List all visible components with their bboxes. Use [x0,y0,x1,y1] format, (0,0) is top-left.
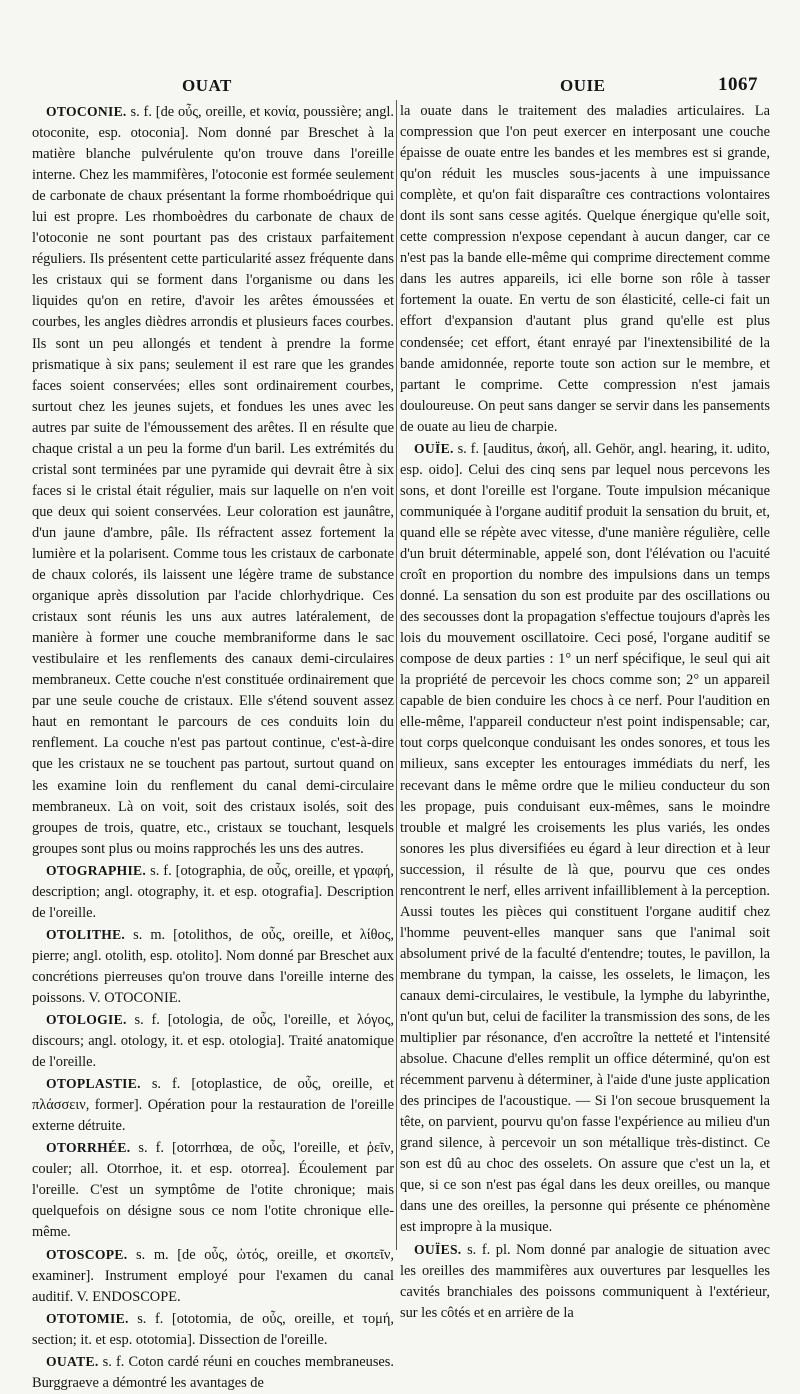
entry-otoconie [32,101,394,860]
headword: OUÏES. [414,1241,462,1257]
headword: OTORRHÉE. [46,1140,131,1156]
entry-body: s. m. [otolithos, de οὖς, oreille, et λίθος, pierre; angl. otolith, esp. otolito]. Nom donné par Breschet aux concrétions pierreuses qu'on trouve dans l'oreille interne des poissons. V. OTOCONIE. [32,926,394,1006]
headword: OTOLITHE. [46,926,126,942]
headword: OTOTOMIE. [46,1310,129,1326]
left-column [32,101,394,1391]
entry-ouie [400,438,770,1239]
entry-ouate [32,1351,394,1394]
headword: OTOGRAPHIE. [46,862,147,878]
entry-body: s. f. [de οὖς, oreille, et κονία, poussière; angl. otoconite, esp. otoconia]. Nom donné par Breschet à la matière blanche pulvérulente qu'on trouve dans l'oreille interne. Chez les mammifères, l'otoconie est formée seulement de carbonate de chaux présentant la forme rhomboédrique qui lui est propre. Les rhomboèdres du carbonate de chaux de l'otoconie ne sont pourtant pas des cristaux parfaitement réguliers. Ils présentent cette particularité assez fréquente dans les cristaux qui se forment dans l'organisme ou dans les liquides qu'on en retire, d'avoir les arêtes émoussées et courbes, les angles dièdres arrondis et plusieurs faces courbes. Ils sont un peu allongés et tendent à prendre la forme prismatique à six pans; seulement il est rare que les grandes faces soient conservées; elles sont ordinairement courbes, surtout chez les jeunes sujets, et fondues les unes avec les autres par suite de l'émoussement des arêtes. Il en résulte que chaque cristal a un peu la forme d'un baril. Les extrémités du cristal sont terminées par une pyramide qui devrait être à six faces si le cristal était régulier, mais sur laquelle on n'en voit que deux qui soient conservées. Leur coloration est jaunâtre, d'un jaune d'ambre, pâle. Ils réfractent assez fortement la lumière et la polarisent. Comme tous les cristaux de carbonate de chaux colorés, ils laissent une légère trame de substance organique après dissolution par l'acide chlorhydrique. Ces cristaux sont réunis les uns aux autres latéralement, de manière à former une couche membraniforme dans le sac vestibulaire et les renflements des canaux demi-circulaires membraneux. Cette couche n'est constituée ordinairement que par une seule couche de cristaux. Elle s'étend souvent assez haut en remontant le parcours de ces conduits loin du renflement. La couche n'est pas partout continue, c'est-à-dire que les cristaux ne se touchent pas partout, surtout quand on les examine loin du renflement du canal demi-circulaire membraneux. Là on voit, soit des cristaux isolés, soit des groupes de trois, quatre, etc., cristaux se touchant, lesquels groupes sont plus ou moins rapprochés les uns des autres. [32,104,394,857]
entry-body: s. f. [otorrhœa, de οὖς, l'oreille, et ῥεῖν, couler; all. Otorrhoe, it. et esp. otorrea]. Écoulement par l'oreille. C'est un symptôme de l'otite chronique; mais quelquefois on désigne sous ce nom l'otite chronique elle-même. [32,1140,394,1241]
running-header [0,76,800,98]
entry-body: s. m. [de οὖς, ὠτός, oreille, et σκοπεῖν, examiner]. Instrument employé pour l'examen du canal auditif. V. ENDOSCOPE. [32,1246,394,1305]
right-column [400,101,770,1321]
header-left-word: OUAT [182,76,232,95]
entry-body: s. f. [otographia, de οὖς, oreille, et γραφή, description; angl. otography, it. et esp. otografia]. Description de l'oreille. [32,862,394,921]
entry-body: s. f. pl. Nom donné par analogie de situation avec les oreilles des mammifères aux ouvertures par lesquelles les cavités branchiales des poissons communiquent à l'extérieur, sur les côtés et en arrière de la [400,1241,770,1321]
headword: OTOSCOPE. [46,1246,128,1262]
entry-otoplastie [32,1073,394,1137]
entry-body: s. f. [auditus, ἀκοή, all. Gehör, angl. hearing, it. udito, esp. oido]. Celui des cinq sens par lequel nous percevons les sons, et dont l'oreille est l'organe. Toute impulsion mécanique communiquée à l'organe auditif produit la sensation du bruit, et, quand elle se répète avec vitesse, d'une manière régulière, celle d'un bruit déterminable, appelé son, dont l'élévation ou l'acuité croît en proportion du nombre des impulsions dans un temps donné. La sensation du son est produite par des oscillations ou des secousses dont la propagation s'effectue toujours d'après les lois du mouvement oscillatoire. Ceci posé, l'organe auditif se compose de deux parties : 1° un nerf spécifique, le seul qui ait la propriété de percevoir les chocs comme son; 2° un appareil capable de bien conduire les chocs à ce nerf. Pour l'audition en elle-même, l'appareil conducteur n'est point indispensable; car, tout corps quelconque conduisant les ondes sonores, et tous les milieux, sans excepter les entourages immédiats du nerf, les recevant dans le même ordre que le milieu conducteur du son les propage, puis conduisant eux-mêmes, sans le moindre trouble et malgré les croisements les plus variés, les ondes sonores les plus diversifiées eu égard à leur direction et à leur succession, il résulte de là que, pourvu que ces ondes rencontrent le nerf, elles arrivent infailliblement à la perception. Aussi toutes les pièces qui constituent l'organe auditif chez l'homme peuvent-elles manquer sans que l'animal soit absolument privé de la faculté d'entendre; toutes, le pavillon, la membrane du tympan, la caisse, les osselets, le limaçon, les canaux demi-circulaires, le vestibule, la lymphe du labyrinthe, n'ont qu'un but, celui de faciliter la transmission des sons, de les multiplier par résonance, d'en accroître la netteté et l'intensité absolue. Chacune d'elles remplit un office déterminé, qu'on est récemment parvenu à déterminer, à l'aide d'une juste application des principes de l'acoustique. — Si l'on secoue brusquement la tête, on parvient, pourvu qu'on fasse l'expérience au milieu d'un grand silence, à percevoir un son métallique très-distinct. Ce son est dû au choc des osselets. On assure que c'est un la, et que, si ce son n'est pas égal dans les deux oreilles, ou manque dans une des oreilles, la personne qui présente ce phénomène est impropre à la musique. [400,440,770,1236]
page-number: 1067 [718,74,758,95]
entry-body: s. f. [ototomia, de οὖς, oreille, et τομή, section; it. et esp. ototomia]. Dissection de l'oreille. [32,1310,394,1348]
entry-ototomie [32,1308,394,1351]
entry-ouate-continued [400,101,770,438]
entry-otoscope [32,1244,394,1308]
headword: OUÏE. [414,440,454,456]
entry-body: s. f. [otoplastice, de οὖς, oreille, et πλάσσειν, former]. Opération pour la restauration de l'oreille externe détruite. [32,1076,394,1135]
headword: OTOPLASTIE. [46,1076,141,1092]
headword: OTOCONIE. [46,104,127,119]
header-right-word: OUIE [560,76,606,95]
entry-body: s. f. Coton cardé réuni en couches membraneuses. Burggraeve a démontré les avantages de [32,1353,394,1391]
column-divider [396,100,397,1250]
entry-otolithe [32,924,394,1009]
entry-body: la ouate dans le traitement des maladies articulaires. La compression que l'on peut exercer en interposant une couche épaisse de ouate entre les bandes et les membres est si grande, qu'on réduit les muscles sous-jacents à une impuissance complète, et qu'on fait disparaître ces contractions volontaires dont ils sont sans cesse agités. Quelque énergique qu'elle soit, cette compression n'expose cependant à aucun danger, car ce n'est pas la bande elle-même qui comprime directement comme dans les autres appareils, ici elle borne son rôle à tasser fortement la ouate. En vertu de son élasticité, celle-ci fait un effort d'expansion d'autant plus grand qu'elle est plus condensée; cet effort, étant enrayé par l'inextensibilité de la bande amidonnée, reporte toute son action sur le membre, et partant le comprime. Cette compression n'est jamais douloureuse. On peut sans danger se servir dans les pansements de ouate au lieu de charpie. [400,103,770,435]
entry-ouies [400,1239,770,1324]
entry-otographie [32,860,394,924]
headword: OTOLOGIE. [46,1012,127,1028]
entry-otorrhee [32,1137,394,1243]
entry-body: s. f. [otologia, de οὖς, l'oreille, et λόγος, discours; angl. otology, it. et esp. otologia]. Traité anatomique de l'oreille. [32,1012,394,1071]
entry-otologie [32,1009,394,1073]
headword: OUATE. [46,1353,99,1369]
